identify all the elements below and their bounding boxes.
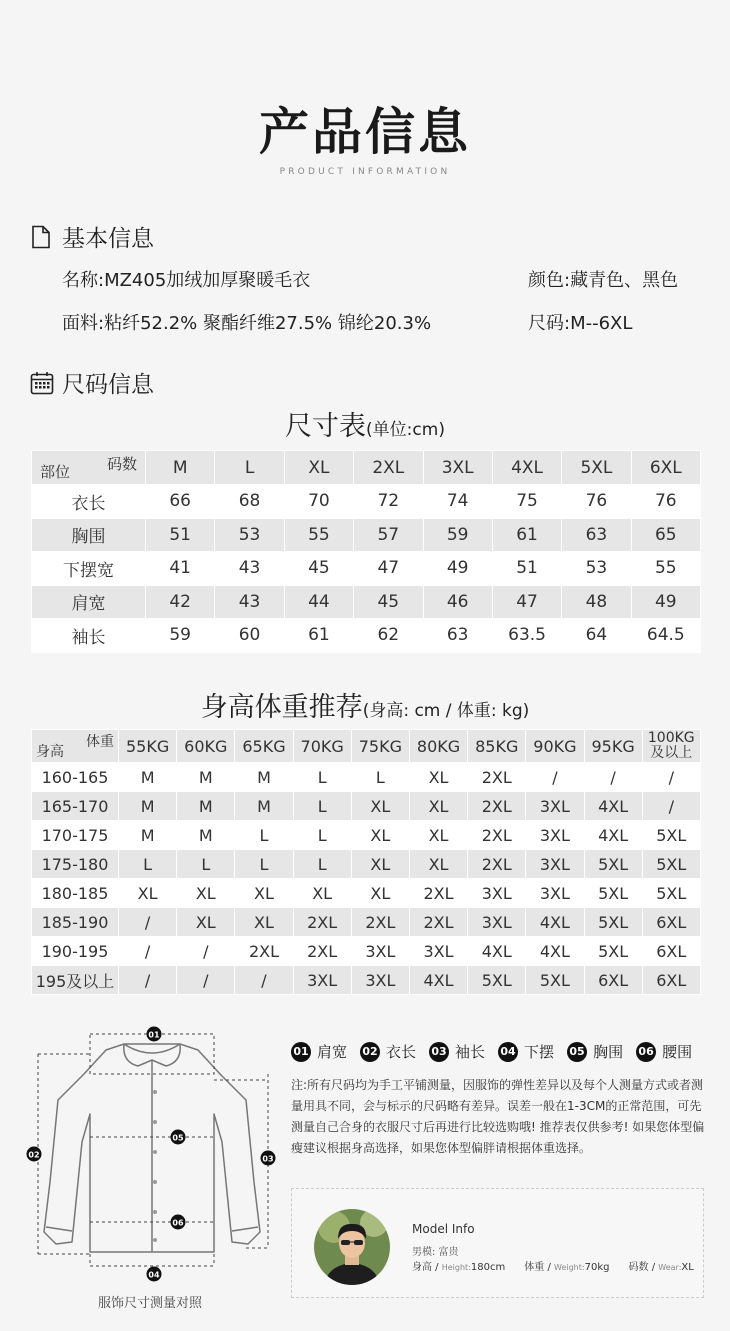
size-cell: 51 — [146, 518, 215, 552]
marker-05 — [171, 1130, 186, 1145]
legend-item — [636, 1041, 692, 1062]
recommend-cell: 4XL — [468, 937, 526, 966]
size-table-corner — [32, 451, 146, 485]
recommend-cell: 3XL — [526, 821, 584, 850]
weight-header-last-line1: 100KG — [647, 730, 695, 746]
recommend-cell: XL — [351, 879, 409, 908]
recommend-cell: 4XL — [526, 908, 584, 937]
recommend-cell: / — [235, 966, 293, 995]
recommend-cell: / — [642, 763, 700, 792]
svg-text:06: 06 — [172, 1218, 184, 1228]
recommend-row — [32, 908, 701, 937]
recommend-cell: XL — [351, 792, 409, 821]
recommend-cell: / — [584, 763, 642, 792]
size-row-label: 下摆宽 — [32, 552, 146, 586]
recommend-row — [32, 966, 701, 995]
height-label: 170-175 — [32, 821, 119, 850]
size-header: 5XL — [562, 451, 631, 485]
model-weight-label: 体重 / — [524, 1262, 555, 1273]
size-cell: 57 — [354, 518, 423, 552]
size-cell: 43 — [215, 585, 284, 619]
model-weight-value: 70kg — [584, 1262, 610, 1273]
recommend-cell: 4XL — [584, 821, 642, 850]
recommend-row — [32, 850, 701, 879]
recommend-cell: XL — [119, 879, 177, 908]
recommend-cell: XL — [177, 879, 235, 908]
size-cell: 41 — [146, 552, 215, 586]
recommend-cell: 2XL — [468, 821, 526, 850]
corner-part-label: 部位 — [40, 463, 71, 481]
size-cell: 64.5 — [631, 619, 700, 653]
svg-text:03: 03 — [262, 1154, 274, 1164]
recommend-cell: M — [119, 821, 177, 850]
recommend-cell: 5XL — [584, 937, 642, 966]
size-cell: 74 — [423, 485, 492, 519]
size-cell: 51 — [492, 552, 561, 586]
size-cell: 76 — [562, 485, 631, 519]
recommend-cell: 5XL — [642, 850, 700, 879]
size-cell: 68 — [215, 485, 284, 519]
recommend-cell: L — [177, 850, 235, 879]
legend-item — [360, 1041, 416, 1062]
size-cell: 59 — [146, 619, 215, 653]
page-title: 产品信息 — [259, 103, 471, 161]
size-row — [32, 518, 701, 552]
legend-number: 01 — [291, 1042, 311, 1062]
corner-weight-label: 体重 — [86, 734, 114, 750]
size-row-label: 肩宽 — [32, 585, 146, 619]
legend-item — [291, 1041, 347, 1062]
recommend-cell: 3XL — [526, 850, 584, 879]
recommend-cell: 3XL — [409, 937, 467, 966]
recommend-cell: M — [177, 821, 235, 850]
svg-text:02: 02 — [28, 1150, 40, 1160]
recommend-cell: L — [119, 850, 177, 879]
weight-header: 70KG — [293, 730, 351, 763]
size-cell: 63 — [423, 619, 492, 653]
size-cell: 48 — [562, 585, 631, 619]
legend-number: 04 — [498, 1042, 518, 1062]
recommend-title: 身高体重推荐 — [200, 692, 363, 723]
marker-01 — [147, 1027, 162, 1042]
recommend-cell: / — [177, 966, 235, 995]
recommend-cell: / — [119, 937, 177, 966]
recommend-cell: L — [235, 821, 293, 850]
recommend-cell: 6XL — [642, 908, 700, 937]
height-label: 195及以上 — [32, 966, 119, 995]
weight-header: 60KG — [177, 730, 235, 763]
size-cell: 66 — [146, 485, 215, 519]
recommend-cell: L — [293, 850, 351, 879]
legend-label: 衣长 — [386, 1043, 417, 1061]
size-cell: 55 — [631, 552, 700, 586]
recommend-cell: XL — [409, 850, 467, 879]
size-cell: 61 — [492, 518, 561, 552]
height-label: 175-180 — [32, 850, 119, 879]
legend-item — [429, 1041, 485, 1062]
weight-header: 80KG — [409, 730, 467, 763]
svg-text:05: 05 — [172, 1133, 184, 1143]
size-cell: 65 — [631, 518, 700, 552]
corner-size-label: 码数 — [106, 455, 137, 473]
legend-item — [567, 1041, 623, 1062]
calendar-icon — [30, 371, 52, 395]
height-label: 160-165 — [32, 763, 119, 792]
recommend-cell: XL — [409, 821, 467, 850]
size-cell: 47 — [354, 552, 423, 586]
recommend-cell: 6XL — [642, 937, 700, 966]
size-header: M — [146, 451, 215, 485]
measure-legend — [291, 1041, 692, 1062]
recommend-cell: 2XL — [409, 908, 467, 937]
size-cell: 63 — [562, 518, 631, 552]
recommend-cell: XL — [293, 879, 351, 908]
height-label: 180-185 — [32, 879, 119, 908]
size-cell: 43 — [215, 552, 284, 586]
recommend-cell: XL — [235, 908, 293, 937]
diagram-caption: 服饰尺寸测量对照 — [97, 1296, 202, 1311]
size-info-heading-label: 尺码信息 — [62, 372, 154, 398]
size-row — [32, 585, 701, 619]
size-info-heading — [30, 366, 154, 399]
size-cell: 47 — [492, 585, 561, 619]
recommend-unit: (身高: cm / 体重: kg) — [362, 701, 530, 721]
shirt-buttons — [153, 1090, 157, 1242]
recommend-caption — [0, 685, 730, 724]
size-cell: 76 — [631, 485, 700, 519]
size-cell: 60 — [215, 619, 284, 653]
recommend-row — [32, 937, 701, 966]
page-subtitle: PRODUCT INFORMATION — [279, 167, 451, 177]
recommend-cell: M — [177, 792, 235, 821]
legend-label: 腰围 — [662, 1043, 693, 1061]
model-wear-latin: Wear: — [658, 1263, 682, 1272]
size-table-caption — [0, 404, 730, 443]
legend-label: 下摆 — [524, 1043, 555, 1061]
size-cell: 64 — [562, 619, 631, 653]
recommend-table-corner — [32, 730, 119, 763]
model-wear-value: XL — [681, 1262, 694, 1273]
recommend-cell: 3XL — [468, 908, 526, 937]
weight-header: 95KG — [584, 730, 642, 763]
recommend-cell: 4XL — [584, 792, 642, 821]
legend-number: 02 — [360, 1042, 380, 1062]
size-cell: 49 — [423, 552, 492, 586]
recommend-row — [32, 821, 701, 850]
size-row-label: 衣长 — [32, 485, 146, 519]
recommend-cell: 5XL — [526, 966, 584, 995]
size-cell: 59 — [423, 518, 492, 552]
recommend-cell: 6XL — [584, 966, 642, 995]
height-label: 185-190 — [32, 908, 119, 937]
marker-06 — [171, 1215, 186, 1230]
height-label: 165-170 — [32, 792, 119, 821]
recommend-cell: L — [293, 821, 351, 850]
model-height-latin: Height: — [441, 1263, 471, 1272]
size-header: 3XL — [423, 451, 492, 485]
recommend-cell: M — [235, 792, 293, 821]
size-cell: 75 — [492, 485, 561, 519]
model-height-label: 身高 / — [412, 1262, 442, 1273]
size-table-title: 尺寸表 — [285, 411, 367, 442]
model-info-title: Model Info — [412, 1222, 475, 1236]
recommend-cell: XL — [235, 879, 293, 908]
recommend-cell: XL — [351, 821, 409, 850]
corner-height-label: 身高 — [36, 744, 64, 760]
svg-text:01: 01 — [148, 1030, 160, 1040]
size-cell: 49 — [631, 585, 700, 619]
recommend-cell: L — [235, 850, 293, 879]
weight-header: 55KG — [119, 730, 177, 763]
legend-label: 肩宽 — [317, 1043, 348, 1061]
marker-02 — [27, 1147, 42, 1162]
size-header: L — [215, 451, 284, 485]
size-cell: 61 — [284, 619, 353, 653]
measurement-note: 注:所有尺码均为手工平铺测量，因服饰的弹性差异以及每个人测量方式或者测量用具不同，会与标示的尺码略有差异。误差一般在1-3CM的正常范围，可先测量自己合身的衣服尺寸后再进行比较选购哦! 推荐表仅供参考! 如果您体型偏瘦建议根据身高选择，如果您体型偏胖请根据体重选择。 — [291, 1078, 705, 1155]
size-cell: 72 — [354, 485, 423, 519]
recommend-cell: M — [119, 792, 177, 821]
model-name: 男模: 富贵 — [412, 1247, 459, 1258]
recommend-cell: XL — [409, 792, 467, 821]
recommend-cell: M — [119, 763, 177, 792]
recommend-cell: 5XL — [468, 966, 526, 995]
recommend-cell: 3XL — [351, 966, 409, 995]
size-header: XL — [284, 451, 353, 485]
weight-header: 65KG — [235, 730, 293, 763]
model-wear-label: 码数 / — [628, 1262, 659, 1273]
recommend-cell: 2XL — [293, 908, 351, 937]
product-size-range: 尺码:M--6XL — [528, 313, 633, 334]
size-table — [31, 450, 701, 653]
weight-header: 90KG — [526, 730, 584, 763]
size-cell: 55 — [284, 518, 353, 552]
size-cell: 53 — [215, 518, 284, 552]
recommend-row — [32, 879, 701, 908]
recommend-cell: 4XL — [526, 937, 584, 966]
size-header: 2XL — [354, 451, 423, 485]
size-row — [32, 619, 701, 653]
legend-item — [498, 1041, 554, 1062]
recommend-cell: 2XL — [409, 879, 467, 908]
size-cell: 44 — [284, 585, 353, 619]
recommend-cell: 5XL — [642, 879, 700, 908]
recommend-cell: / — [119, 908, 177, 937]
recommend-cell: 2XL — [468, 763, 526, 792]
recommend-cell: XL — [177, 908, 235, 937]
recommend-cell: 5XL — [642, 821, 700, 850]
basic-info-heading-label: 基本信息 — [62, 226, 154, 252]
shirt-outline — [44, 1044, 260, 1252]
recommend-cell: 2XL — [235, 937, 293, 966]
recommend-cell: 5XL — [584, 879, 642, 908]
recommend-cell: L — [293, 792, 351, 821]
recommend-cell: 3XL — [526, 879, 584, 908]
recommend-cell: / — [119, 966, 177, 995]
recommend-cell: 5XL — [584, 908, 642, 937]
legend-number: 06 — [636, 1042, 656, 1062]
recommend-cell: XL — [409, 763, 467, 792]
weight-header: 85KG — [468, 730, 526, 763]
model-height-value: 180cm — [470, 1262, 506, 1273]
size-cell: 70 — [284, 485, 353, 519]
weight-header-last — [642, 730, 700, 763]
recommend-cell: 2XL — [293, 937, 351, 966]
marker-04 — [147, 1267, 162, 1282]
size-cell: 45 — [354, 585, 423, 619]
garment-diagram — [24, 1022, 284, 1287]
basic-info-heading — [30, 220, 154, 253]
product-fabric: 面料:粘纤52.2% 聚酯纤维27.5% 锦纶20.3% — [62, 313, 432, 334]
product-name: 名称:MZ405加绒加厚聚暖毛衣 — [62, 270, 311, 291]
model-stats — [412, 1258, 694, 1273]
recommend-cell: L — [351, 763, 409, 792]
weight-header: 75KG — [351, 730, 409, 763]
legend-number: 05 — [567, 1042, 587, 1062]
recommend-cell: 5XL — [584, 850, 642, 879]
recommend-cell: 3XL — [293, 966, 351, 995]
recommend-cell: 4XL — [409, 966, 467, 995]
size-table-unit: (单位:cm) — [366, 420, 445, 440]
recommend-cell: 6XL — [642, 966, 700, 995]
size-cell: 45 — [284, 552, 353, 586]
legend-label: 胸围 — [593, 1043, 624, 1061]
model-avatar — [314, 1209, 390, 1285]
document-icon — [30, 225, 52, 249]
recommend-row — [32, 792, 701, 821]
size-row-label: 胸围 — [32, 518, 146, 552]
model-info-card — [291, 1188, 704, 1298]
height-label: 190-195 — [32, 937, 119, 966]
recommend-table — [31, 729, 701, 995]
recommend-cell: 2XL — [351, 908, 409, 937]
size-row — [32, 485, 701, 519]
recommend-row — [32, 763, 701, 792]
recommend-cell: 3XL — [351, 937, 409, 966]
size-row — [32, 552, 701, 586]
recommend-cell: XL — [351, 850, 409, 879]
size-row-label: 袖长 — [32, 619, 146, 653]
marker-03 — [261, 1151, 276, 1166]
size-header: 6XL — [631, 451, 700, 485]
size-cell: 63.5 — [492, 619, 561, 653]
legend-label: 袖长 — [455, 1043, 486, 1061]
product-color: 颜色:藏青色、黑色 — [528, 270, 679, 291]
recommend-cell: 2XL — [468, 792, 526, 821]
recommend-cell: 2XL — [468, 850, 526, 879]
size-cell: 46 — [423, 585, 492, 619]
recommend-cell: / — [642, 792, 700, 821]
model-weight-latin: Weight: — [554, 1263, 585, 1272]
svg-text:04: 04 — [148, 1270, 160, 1280]
size-cell: 42 — [146, 585, 215, 619]
weight-header-last-line2: 及以上 — [650, 745, 693, 761]
size-header: 4XL — [492, 451, 561, 485]
size-cell: 53 — [562, 552, 631, 586]
recommend-cell: 3XL — [526, 792, 584, 821]
recommend-cell: / — [177, 937, 235, 966]
recommend-cell: M — [177, 763, 235, 792]
recommend-cell: L — [293, 763, 351, 792]
recommend-cell: M — [235, 763, 293, 792]
recommend-cell: / — [526, 763, 584, 792]
size-cell: 62 — [354, 619, 423, 653]
recommend-cell: 3XL — [468, 879, 526, 908]
legend-number: 03 — [429, 1042, 449, 1062]
